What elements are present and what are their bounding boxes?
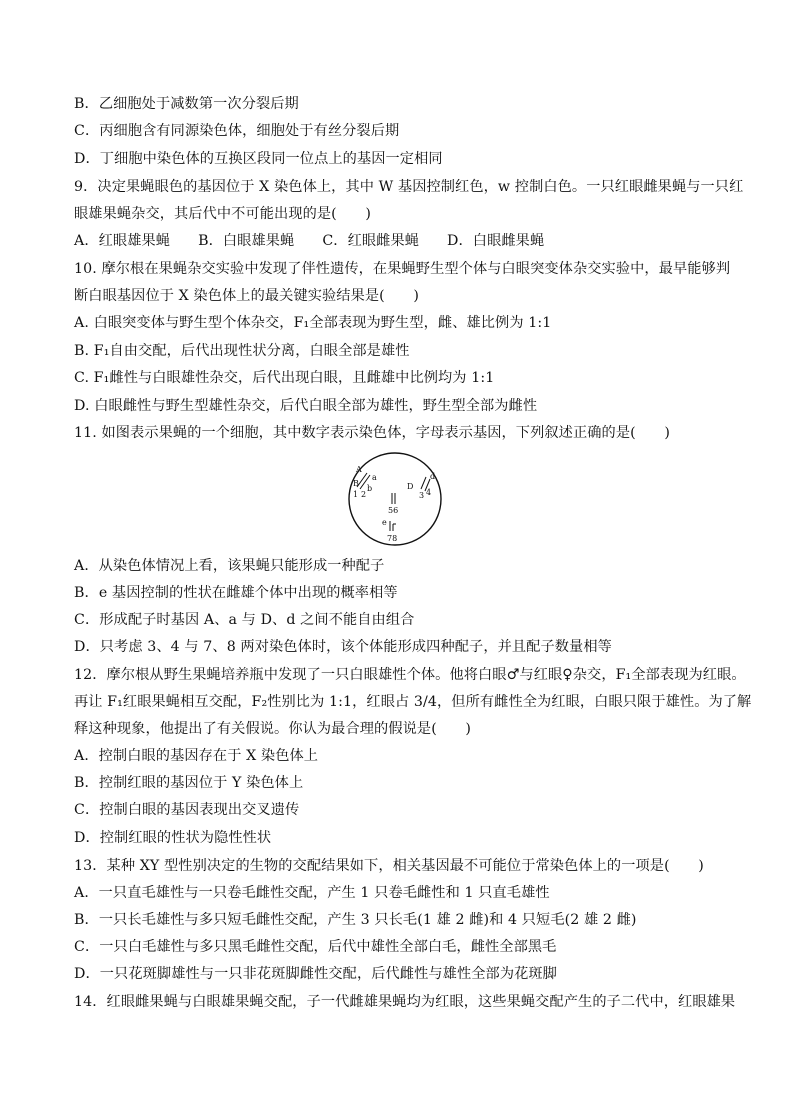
chromosome-label-3: 3 [419,491,425,500]
q13-option-b: B．一只长毛雄性与多只短毛雌性交配，产生 3 只长毛(1 雄 2 雌)和 4 只短毛(2 雄 2 雌) [74,912,637,928]
q9-options [74,232,734,250]
q8-option-c: C．丙细胞含有同源染色体，细胞处于有丝分裂后期 [74,123,400,139]
q12-stem-line-3: 释这种现象，他提出了有关假说。你认为最合理的假说是( ) [74,721,472,737]
q11-stem: 11. 如图表示果蝇的一个细胞，其中数字表示染色体，字母表示基因，下列叙述正确的是( ) [74,425,670,441]
q12-option-a: A．控制白眼的基因存在于 X 染色体上 [74,748,319,764]
q13-option-d: D．一只花斑脚雄性与一只非花斑脚雌性交配，后代雌性与雄性全部为花斑脚 [74,966,557,982]
cell-svg [345,449,445,549]
q10-option-a: A. 白眼突变体与野生型个体杂交，F₁全部表现为野生型，雌、雄比例为 1:1 [74,315,552,331]
q12-stem-line-2: 再让 F₁红眼果蝇相互交配，F₂性别比为 1:1，红眼占 3/4，但所有雌性全为红眼，白眼只限于雄性。为了解 [74,694,752,710]
q11-option-c: C．形成配子时基因 A、a 与 D、d 之间不能自由组合 [74,612,415,628]
chromosome-label-4: 4 [426,488,432,497]
q8-option-b: B．乙细胞处于减数第一次分裂后期 [74,96,299,112]
chromosome-label-56: 56 [388,506,399,515]
chromosome-label-2: 2 [361,490,367,499]
gene-label-e: e [382,518,387,527]
q10-stem-line-2: 断白眼基因位于 X 染色体上的最关键实验结果是( ) [74,288,420,304]
q14-stem-line-1: 14．红眼雌果蝇与白眼雄果蝇交配，子一代雌雄果蝇均为红眼，这些果蝇交配产生的子二代中，红眼雄果 [74,994,736,1010]
q11-option-a: A．从染色体情况上看，该果蝇只能形成一种配子 [74,558,385,574]
q9-option-c: C．红眼雌果蝇 [322,233,420,249]
gene-label-a: a [372,473,377,482]
chromosome-label-78: 78 [387,534,398,543]
q9-option-b: B．白眼雄果蝇 [198,233,295,249]
q12-option-d: D．控制红眼的性状为隐性性状 [74,830,272,846]
q10-option-b: B. F₁自由交配，后代出现性状分离，白眼全部是雄性 [74,343,410,359]
q9-option-d: D．白眼雌果蝇 [447,233,545,249]
gene-label-b: b [367,484,373,493]
gene-label-A: A [356,465,362,474]
q12-option-c: C．控制白眼的基因表现出交叉遗传 [74,802,300,818]
q13-stem: 13．某种 XY 型性别决定的生物的交配结果如下，相关基因最不可能位于常染色体上的一项是( ) [74,858,704,874]
q10-option-d: D. 白眼雌性与野生型雄性杂交，后代白眼全部为雄性，野生型全部为雌性 [74,398,538,414]
q11-option-d: D．只考虑 3、4 与 7、8 两对染色体时，该个体能形成四种配子，并且配子数量相等 [74,639,612,655]
q9-stem-line-2: 眼雄果蝇杂交，其后代中不可能出现的是( ) [74,206,372,222]
fruit-fly-cell-diagram [345,449,445,549]
chromosome-label-1: 1 [353,490,359,499]
q9-stem-line-1: 9．决定果蝇眼色的基因位于 X 染色体上，其中 W 基因控制红色，w 控制白色。一只红眼雌果蝇与一只红 [74,179,744,195]
q12-stem-line-1: 12．摩尔根从野生果蝇培养瓶中发现了一只白眼雄性个体。他将白眼♂与红眼♀杂交，F₁全部表现为红眼。 [74,667,746,683]
q10-option-c: C. F₁雌性与白眼雄性杂交，后代出现白眼，且雌雄中比例均为 1:1 [74,370,495,386]
gene-label-B: B [353,479,359,488]
q9-option-a: A．红眼雄果蝇 [74,233,171,249]
q12-option-b: B．控制红眼的基因位于 Y 染色体上 [74,775,304,791]
q8-option-d: D．丁细胞中染色体的互换区段同一位点上的基因一定相同 [74,151,443,167]
gene-label-d: d [430,472,436,481]
q11-option-b: B．e 基因控制的性状在雌雄个体中出现的概率相等 [74,585,398,601]
q10-stem-line-1: 10. 摩尔根在果蝇杂交实验中发现了伴性遗传，在果蝇野生型个体与白眼突变体杂交实验中，最早能够判 [74,261,731,277]
q13-option-a: A．一只直毛雄性与一只卷毛雌性交配，产生 1 只卷毛雌性和 1 只直毛雄性 [74,885,550,901]
gene-label-D: D [407,482,414,491]
q13-option-c: C．一只白毛雄性与多只黑毛雌性交配，后代中雄性全部白毛，雌性全部黑毛 [74,939,557,955]
